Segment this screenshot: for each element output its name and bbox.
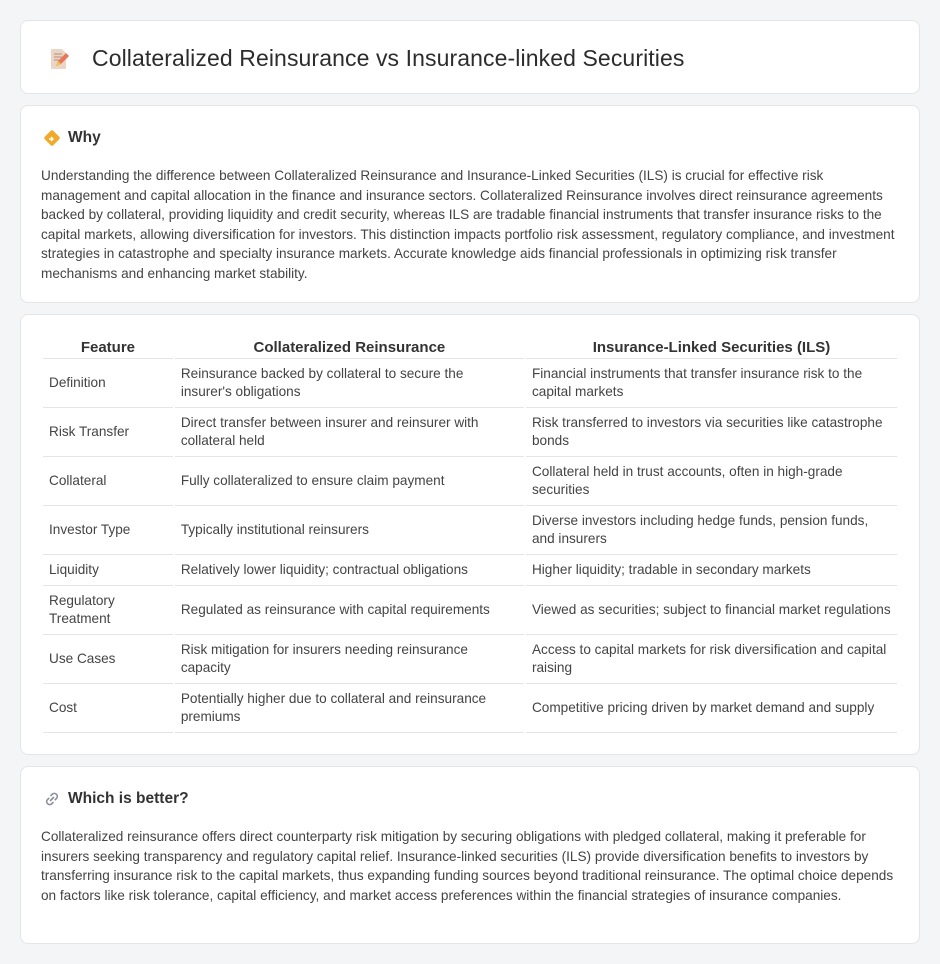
why-text: Understanding the difference between Collateralized Reinsurance and Insurance-Linked Securities (ILS) is crucial for effective risk management and capital allocation in the finance and insurance sectors. Collateralized Reinsurance involves direct reinsurance agreements backed by collateral, providing liquidity and credit security, whereas ILS are tradable financial instruments that transfer insurance risks to the capital markets, allowing diversification for investors. This distinction impacts portfolio risk assessment, regulatory compliance, and investment strategies in catastrophe and specialty insurance markets. Accurate knowledge aids financial professionals in optimizing risk transfer mechanisms and enhancing market stability.: [41, 168, 895, 281]
ils-cell: Risk transferred to investors via securities like catastrophe bonds: [526, 408, 897, 457]
ils-cell: Financial instruments that transfer insurance risk to the capital markets: [526, 359, 897, 408]
reinsurance-cell: Direct transfer between insurer and reinsurer with collateral held: [175, 408, 524, 457]
feature-cell: Investor Type: [43, 506, 173, 555]
which-is-better-section: [20, 766, 920, 944]
reinsurance-cell: Regulated as reinsurance with capital requirements: [175, 586, 524, 635]
feature-cell: Use Cases: [43, 635, 173, 684]
why-heading: Why: [68, 129, 101, 146]
table-row: [43, 359, 897, 408]
why-heading-row: [43, 128, 101, 148]
header-feature: Feature: [43, 335, 173, 359]
ils-cell: Competitive pricing driven by market demand and supply: [526, 684, 897, 733]
ils-cell: Viewed as securities; subject to financial market regulations: [526, 586, 897, 635]
feature-cell: Cost: [43, 684, 173, 733]
reinsurance-cell: Potentially higher due to collateral and reinsurance premiums: [175, 684, 524, 733]
better-heading-row: [43, 789, 189, 809]
reinsurance-cell: Relatively lower liquidity; contractual obligations: [175, 555, 524, 586]
header-ils: Insurance-Linked Securities (ILS): [526, 335, 897, 359]
reinsurance-cell: Risk mitigation for insurers needing reinsurance capacity: [175, 635, 524, 684]
reinsurance-cell: Fully collateralized to ensure claim payment: [175, 457, 524, 506]
ils-cell: Access to capital markets for risk diversification and capital raising: [526, 635, 897, 684]
ils-cell: Higher liquidity; tradable in secondary markets: [526, 555, 897, 586]
feature-cell: Regulatory Treatment: [43, 586, 173, 635]
feature-cell: Definition: [43, 359, 173, 408]
table-row: [43, 555, 897, 586]
better-text: Collateralized reinsurance offers direct counterparty risk mitigation by securing obligations with pledged collateral, making it preferable for insurers seeking transparency and regulatory capital relief. Insurance-linked securities (ILS) provide diversification benefits to investors by transferring insurance risk to the capital markets, thus expanding funding sources beyond traditional reinsurance. The optimal choice depends on factors like risk tolerance, capital efficiency, and market access preferences within the financial strategies of insurance companies.: [41, 829, 894, 903]
document-edit-icon: [47, 47, 71, 71]
header-collateralized-reinsurance: Collateralized Reinsurance: [175, 335, 524, 359]
table-row: [43, 457, 897, 506]
page-title: Collateralized Reinsurance vs Insurance-linked Securities: [92, 45, 685, 71]
feature-cell: Risk Transfer: [43, 408, 173, 457]
table-header-row: [43, 335, 897, 359]
diamond-direction-icon: [43, 129, 61, 147]
ils-cell: Collateral held in trust accounts, often in high-grade securities: [526, 457, 897, 506]
comparison-section: [20, 314, 920, 755]
table-row: [43, 408, 897, 457]
table-row: [43, 635, 897, 684]
feature-cell: Collateral: [43, 457, 173, 506]
header-card: [20, 20, 920, 94]
reinsurance-cell: Typically institutional reinsurers: [175, 506, 524, 555]
table-row: [43, 506, 897, 555]
feature-cell: Liquidity: [43, 555, 173, 586]
link-icon: [43, 790, 61, 808]
better-heading: Which is better?: [68, 790, 189, 807]
comparison-table: [41, 335, 899, 733]
why-section: [20, 105, 920, 303]
ils-cell: Diverse investors including hedge funds, pension funds, and insurers: [526, 506, 897, 555]
table-row: [43, 684, 897, 733]
table-row: [43, 586, 897, 635]
reinsurance-cell: Reinsurance backed by collateral to secure the insurer's obligations: [175, 359, 524, 408]
